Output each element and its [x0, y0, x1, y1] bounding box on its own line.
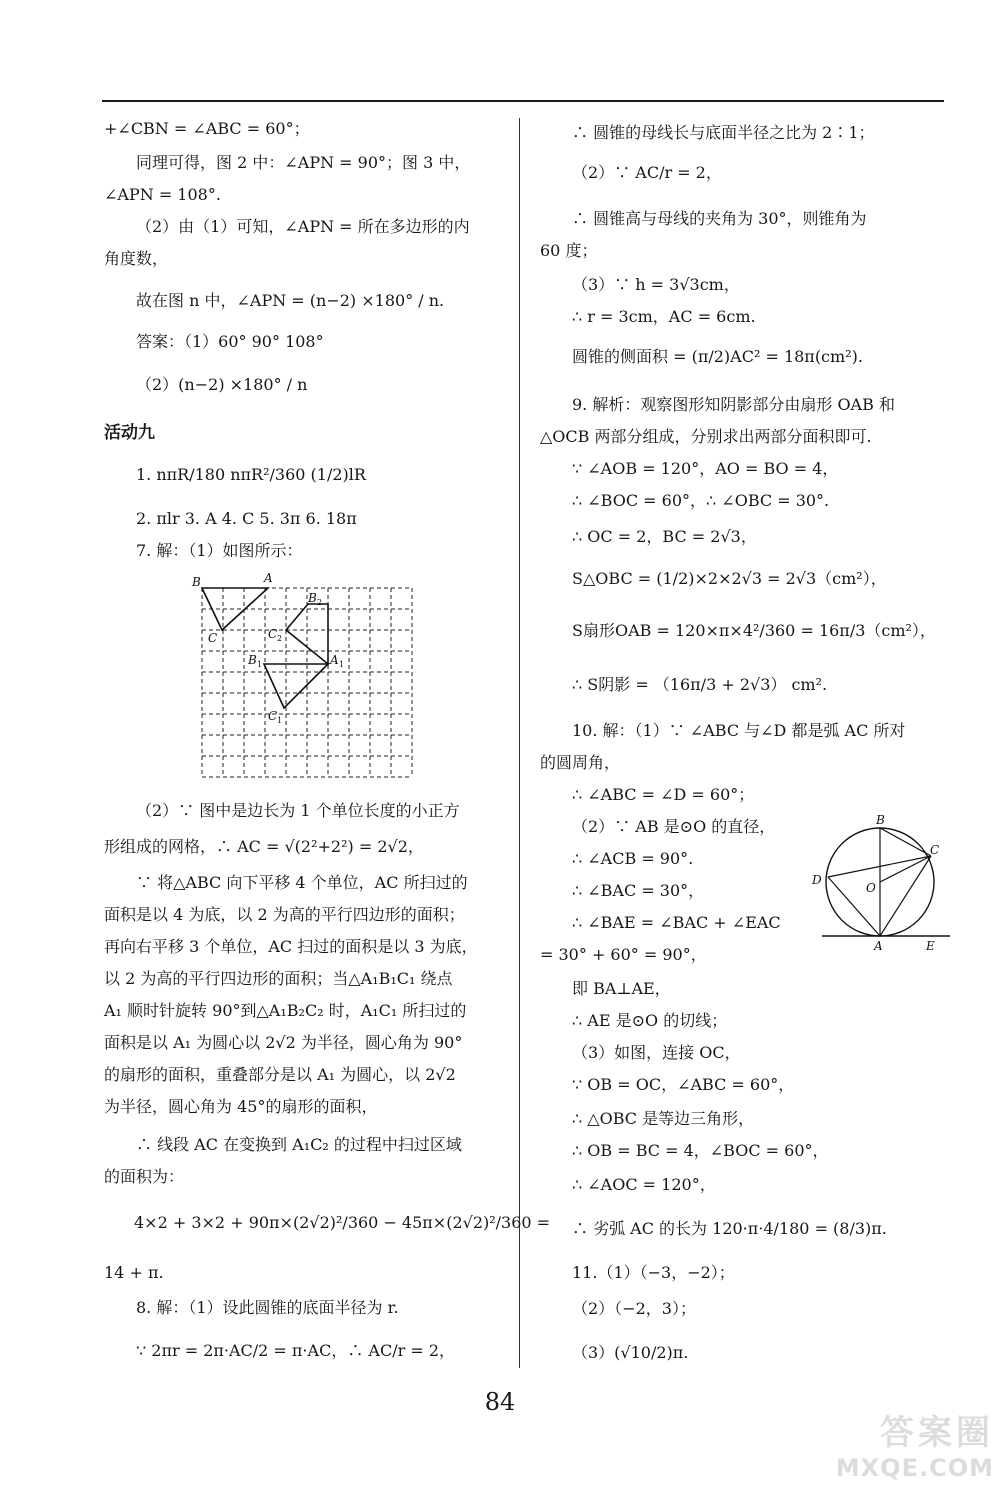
text-line: ∵ OB = OC，∠ABC = 60°，: [572, 1075, 795, 1094]
circle-label: D: [812, 873, 822, 887]
formula-line: 故在图 n 中，∠APN = (n−2) ×180° / n.: [136, 291, 445, 310]
text-line: 面积是以 4 为底，以 2 为高的平行四边形的面积；: [104, 905, 465, 924]
text-line: 同理可得，图 2 中：∠APN = 90°；图 3 中，: [136, 153, 471, 172]
formula-line: （2）∵ AC/r = 2，: [572, 163, 722, 182]
text-line: 10. 解：（1）∵ ∠ABC 与∠D 都是弧 AC 所对: [572, 721, 906, 740]
text-line: 的扇形的面积，重叠部分是以 A₁ 为圆心，以 2√2: [104, 1065, 456, 1084]
text-line: （2）由（1）可知，∠APN = 所在多边形的内: [136, 217, 470, 236]
grid-label-subscript: 1: [339, 660, 345, 669]
text-line: 的面积为：: [104, 1167, 185, 1186]
grid-label: A: [330, 653, 339, 667]
text-line: = 30° + 60° = 90°，: [540, 945, 707, 964]
grid-label: C: [268, 627, 278, 641]
text-line: 11.（1）（−3，−2）；: [572, 1263, 735, 1282]
text-line: 60 度；: [540, 241, 598, 260]
text-line: ∴ AE 是⊙O 的切线；: [572, 1011, 728, 1030]
text-line: 即 BA⊥AE，: [572, 979, 671, 998]
text-line: ∵ 将△ABC 向下平移 4 个单位，AC 所扫过的: [136, 873, 468, 892]
text-line: ∴ OB = BC = 4，∠BOC = 60°，: [572, 1141, 829, 1160]
triangle-a1b1c1: [264, 664, 328, 708]
formula-line: （3）(√10/2)π.: [572, 1343, 689, 1362]
section-heading: 活动九: [104, 423, 155, 443]
circle-label: C: [930, 843, 940, 857]
text-line: （3）∵ h = 3√3cm，: [572, 275, 740, 294]
text-line: 面积是以 A₁ 为圆心以 2√2 为半径，圆心角为 90°: [104, 1033, 463, 1052]
top-rule: [102, 100, 944, 102]
circle-label: E: [926, 939, 935, 953]
grid-label-subscript: 1: [277, 716, 283, 725]
watermark-logo: [836, 1405, 994, 1482]
formula-line: ∵ 2πr = 2π·AC/2 = π·AC，∴ AC/r = 2，: [136, 1341, 455, 1360]
text-line: 8. 解：（1）设此圆锥的底面半径为 r.: [136, 1298, 399, 1317]
text-line: 形组成的网格，∴ AC = √(2²+2²) = 2√2，: [104, 837, 424, 856]
column-divider: [519, 118, 520, 1368]
formula-line: 4×2 + 3×2 + 90π×(2√2)²/360 − 45π×(2√2)²/360 =: [134, 1213, 551, 1232]
watermark-url: MXQE.COM: [835, 1454, 994, 1482]
formula-line: 圆锥的侧面积 = (π/2)AC² = 18π(cm²).: [572, 347, 863, 366]
grid-label-subscript: 2: [317, 598, 323, 607]
text-line: 为半径，圆心角为 45°的扇形的面积，: [104, 1097, 378, 1116]
text-line: 角度数，: [104, 249, 169, 268]
chord-ca: [880, 856, 931, 936]
text-line: ∴ 圆锥高与母线的夹角为 30°，则锥角为: [572, 209, 867, 228]
text-line: ∴ ∠BOC = 60°，∴ ∠OBC = 30°.: [572, 491, 830, 510]
text-line: 再向右平移 3 个单位，AC 扫过的面积是以 3 为底，: [104, 937, 478, 956]
text-line: +∠CBN = ∠ABC = 60°；: [104, 119, 310, 138]
text-line: ∴ △OBC 是等边三角形，: [572, 1109, 755, 1128]
text-line: ∵ ∠AOB = 120°，AO = BO = 4，: [572, 459, 839, 478]
chord-bc: [880, 828, 931, 856]
grid-figure: [186, 568, 416, 790]
text-line: （2）（−2，3）；: [572, 1299, 696, 1318]
grid-label-subscript: 1: [257, 660, 263, 669]
text-line: ∴ ∠BAE = ∠BAC + ∠EAC: [572, 913, 781, 932]
dashed-grid: [202, 588, 412, 777]
text-line: ∴ OC = 2，BC = 2√3，: [572, 527, 757, 546]
circle-label: B: [876, 813, 885, 827]
text-line: ∴ ∠BAC = 30°，: [572, 881, 705, 900]
text-line: 7. 解：（1）如图所示：: [136, 541, 303, 560]
text-line: ∴ ∠AOC = 120°，: [572, 1175, 716, 1194]
formula-line: ∴ S阴影 = （16π/3 + 2√3） cm².: [572, 675, 828, 694]
text-line: 1. nπR/180 nπR²/360 (1/2)lR: [136, 465, 366, 484]
grid-label-subscript: 2: [277, 634, 283, 643]
grid-label: B: [192, 575, 201, 589]
text-line: 以 2 为高的平行四边形的面积；当△A₁B₁C₁ 绕点: [104, 969, 453, 988]
text-line: 的圆周角，: [540, 753, 621, 772]
text-line: 14 + π.: [104, 1263, 164, 1282]
circle-label: O: [866, 881, 876, 895]
grid-label: B: [308, 591, 317, 605]
text-line: ∴ 圆锥的母线长与底面半径之比为 2∶1；: [572, 123, 875, 142]
text-line: 2. πlr 3. A 4. C 5. 3π 6. 18π: [136, 509, 357, 528]
grid-label: C: [268, 709, 278, 723]
watermark-text: 答案圈: [880, 1413, 994, 1453]
grid-label: C: [208, 631, 218, 645]
text-line: ∴ ∠ACB = 90°.: [572, 849, 694, 868]
text-line: （2）∵ 图中是边长为 1 个单位长度的小正方: [136, 801, 460, 820]
grid-label: B: [248, 653, 257, 667]
text-line: （3）如图，连接 OC，: [572, 1043, 741, 1062]
formula-line: S△OBC = (1/2)×2×2√3 = 2√3（cm²），: [572, 569, 887, 588]
text-line: A₁ 顺时针旋转 90°到△A₁B₂C₂ 时，A₁C₁ 所扫过的: [104, 1001, 467, 1020]
text-line: 9. 解析：观察图形知阴影部分由扇形 OAB 和: [572, 395, 895, 414]
formula-line: S扇形OAB = 120×π×4²/360 = 16π/3（cm²），: [572, 621, 936, 640]
circle-figure: [810, 812, 950, 954]
text-line: ∴ 线段 AC 在变换到 A₁C₂ 的过程中扫过区域: [136, 1135, 462, 1154]
formula-line: ∴ 劣弧 AC 的长为 120·π·4/180 = (8/3)π.: [572, 1219, 887, 1238]
grid-label: A: [264, 571, 273, 585]
text-line: ∴ ∠ABC = ∠D = 60°；: [572, 785, 755, 804]
answer-line: 答案：（1）60° 90° 108°: [136, 332, 324, 351]
page-number: 84: [484, 1388, 516, 1416]
text-line: △OCB 两部分组成，分别求出两部分面积即可.: [540, 427, 872, 446]
answer-line: （2）(n−2) ×180° / n: [136, 375, 308, 394]
text-line: （2）∵ AB 是⊙O 的直径，: [572, 817, 776, 836]
circle-label: A: [874, 939, 883, 953]
text-line: ∠APN = 108°.: [104, 185, 221, 204]
text-line: ∴ r = 3cm，AC = 6cm.: [572, 307, 756, 326]
